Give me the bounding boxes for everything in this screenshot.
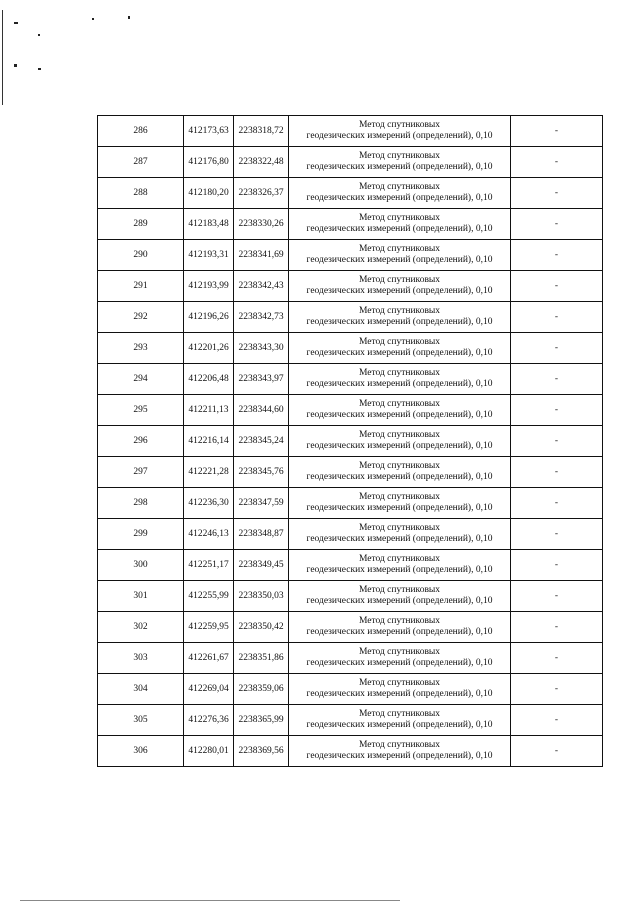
method-line-2: геодезических измерений (определений), 0,10 <box>306 658 493 668</box>
table-row <box>98 302 603 333</box>
point-number-cell: 298 <box>98 488 184 519</box>
method-cell <box>289 178 511 209</box>
point-number-cell: 295 <box>98 395 184 426</box>
y-coordinate-cell: 2238365,99 <box>234 705 289 736</box>
point-number-cell: 303 <box>98 643 184 674</box>
method-cell <box>289 612 511 643</box>
table-row <box>98 333 603 364</box>
table-row <box>98 271 603 302</box>
accuracy-cell: - <box>511 116 603 147</box>
accuracy-cell: - <box>511 147 603 178</box>
y-coordinate-cell: 2238342,73 <box>234 302 289 333</box>
x-coordinate-cell: 412193,99 <box>184 271 234 302</box>
point-number-cell: 288 <box>98 178 184 209</box>
y-coordinate-cell: 2238348,87 <box>234 519 289 550</box>
y-coordinate-cell: 2238349,45 <box>234 550 289 581</box>
y-coordinate-cell: 2238344,60 <box>234 395 289 426</box>
method-cell <box>289 705 511 736</box>
x-coordinate-cell: 412261,67 <box>184 643 234 674</box>
scan-speck <box>128 16 130 19</box>
point-number-cell: 300 <box>98 550 184 581</box>
point-number-cell: 291 <box>98 271 184 302</box>
coordinates-table-body <box>98 116 603 767</box>
method-line-2: геодезических измерений (определений), 0,10 <box>306 565 493 575</box>
point-number-cell: 289 <box>98 209 184 240</box>
table-row <box>98 643 603 674</box>
method-line-1: Метод спутниковых <box>358 740 441 750</box>
scan-speck <box>92 18 94 20</box>
accuracy-cell: - <box>511 674 603 705</box>
method-line-1: Метод спутниковых <box>358 399 441 409</box>
x-coordinate-cell: 412173,63 <box>184 116 234 147</box>
method-cell <box>289 519 511 550</box>
method-line-2: геодезических измерений (определений), 0,10 <box>306 472 493 482</box>
method-cell <box>289 209 511 240</box>
point-number-cell: 287 <box>98 147 184 178</box>
method-line-2: геодезических измерений (определений), 0,10 <box>306 410 493 420</box>
method-line-2: геодезических измерений (определений), 0,10 <box>306 379 493 389</box>
table-row <box>98 240 603 271</box>
method-line-1: Метод спутниковых <box>358 461 441 471</box>
x-coordinate-cell: 412280,01 <box>184 736 234 767</box>
method-cell <box>289 674 511 705</box>
x-coordinate-cell: 412276,36 <box>184 705 234 736</box>
method-line-1: Метод спутниковых <box>358 492 441 502</box>
x-coordinate-cell: 412216,14 <box>184 426 234 457</box>
method-line-1: Метод спутниковых <box>358 275 441 285</box>
y-coordinate-cell: 2238359,06 <box>234 674 289 705</box>
table-row <box>98 178 603 209</box>
x-coordinate-cell: 412251,17 <box>184 550 234 581</box>
table-row <box>98 705 603 736</box>
table-row <box>98 147 603 178</box>
method-line-1: Метод спутниковых <box>358 616 441 626</box>
table-row <box>98 209 603 240</box>
point-number-cell: 290 <box>98 240 184 271</box>
method-cell <box>289 116 511 147</box>
y-coordinate-cell: 2238351,86 <box>234 643 289 674</box>
accuracy-cell: - <box>511 736 603 767</box>
point-number-cell: 305 <box>98 705 184 736</box>
method-cell <box>289 550 511 581</box>
accuracy-cell: - <box>511 240 603 271</box>
point-number-cell: 301 <box>98 581 184 612</box>
y-coordinate-cell: 2238318,72 <box>234 116 289 147</box>
y-coordinate-cell: 2238343,30 <box>234 333 289 364</box>
point-number-cell: 296 <box>98 426 184 457</box>
point-number-cell: 286 <box>98 116 184 147</box>
method-line-1: Метод спутниковых <box>358 244 441 254</box>
table-row <box>98 426 603 457</box>
method-cell <box>289 364 511 395</box>
method-line-2: геодезических измерений (определений), 0,10 <box>306 441 493 451</box>
point-number-cell: 294 <box>98 364 184 395</box>
x-coordinate-cell: 412201,26 <box>184 333 234 364</box>
method-line-1: Метод спутниковых <box>358 306 441 316</box>
accuracy-cell: - <box>511 550 603 581</box>
table-row <box>98 488 603 519</box>
y-coordinate-cell: 2238322,48 <box>234 147 289 178</box>
method-line-2: геодезических измерений (определений), 0,10 <box>306 317 493 327</box>
x-coordinate-cell: 412221,28 <box>184 457 234 488</box>
y-coordinate-cell: 2238350,03 <box>234 581 289 612</box>
y-coordinate-cell: 2238343,97 <box>234 364 289 395</box>
accuracy-cell: - <box>511 364 603 395</box>
accuracy-cell: - <box>511 426 603 457</box>
x-coordinate-cell: 412196,26 <box>184 302 234 333</box>
accuracy-cell: - <box>511 705 603 736</box>
table-row <box>98 612 603 643</box>
y-coordinate-cell: 2238326,37 <box>234 178 289 209</box>
method-line-1: Метод спутниковых <box>358 337 441 347</box>
method-cell <box>289 643 511 674</box>
method-line-1: Метод спутниковых <box>358 709 441 719</box>
y-coordinate-cell: 2238345,24 <box>234 426 289 457</box>
method-cell <box>289 426 511 457</box>
method-cell <box>289 271 511 302</box>
method-cell <box>289 395 511 426</box>
accuracy-cell: - <box>511 333 603 364</box>
scan-speck <box>14 22 18 24</box>
accuracy-cell: - <box>511 488 603 519</box>
accuracy-cell: - <box>511 302 603 333</box>
method-line-2: геодезических измерений (определений), 0,10 <box>306 348 493 358</box>
method-cell <box>289 302 511 333</box>
method-line-2: геодезических измерений (определений), 0,10 <box>306 162 493 172</box>
y-coordinate-cell: 2238345,76 <box>234 457 289 488</box>
table-row <box>98 674 603 705</box>
point-number-cell: 306 <box>98 736 184 767</box>
table-row <box>98 457 603 488</box>
method-line-2: геодезических измерений (определений), 0,10 <box>306 286 493 296</box>
accuracy-cell: - <box>511 643 603 674</box>
x-coordinate-cell: 412193,31 <box>184 240 234 271</box>
method-line-1: Метод спутниковых <box>358 368 441 378</box>
x-coordinate-cell: 412206,48 <box>184 364 234 395</box>
method-line-1: Метод спутниковых <box>358 523 441 533</box>
method-cell <box>289 240 511 271</box>
method-line-2: геодезических измерений (определений), 0,10 <box>306 255 493 265</box>
scan-edge-line <box>2 10 3 105</box>
point-number-cell: 302 <box>98 612 184 643</box>
point-number-cell: 293 <box>98 333 184 364</box>
x-coordinate-cell: 412246,13 <box>184 519 234 550</box>
y-coordinate-cell: 2238330,26 <box>234 209 289 240</box>
method-line-2: геодезических измерений (определений), 0,10 <box>306 689 493 699</box>
accuracy-cell: - <box>511 612 603 643</box>
x-coordinate-cell: 412269,04 <box>184 674 234 705</box>
x-coordinate-cell: 412183,48 <box>184 209 234 240</box>
method-line-1: Метод спутниковых <box>358 151 441 161</box>
coordinates-table <box>97 115 603 767</box>
method-line-1: Метод спутниковых <box>358 647 441 657</box>
method-line-2: геодезических измерений (определений), 0,10 <box>306 193 493 203</box>
method-line-2: геодезических измерений (определений), 0,10 <box>306 720 493 730</box>
accuracy-cell: - <box>511 457 603 488</box>
y-coordinate-cell: 2238341,69 <box>234 240 289 271</box>
method-line-1: Метод спутниковых <box>358 554 441 564</box>
method-line-1: Метод спутниковых <box>358 213 441 223</box>
method-line-1: Метод спутниковых <box>358 182 441 192</box>
method-line-1: Метод спутниковых <box>358 678 441 688</box>
accuracy-cell: - <box>511 271 603 302</box>
scan-speck <box>14 64 17 67</box>
table-row <box>98 736 603 767</box>
method-line-2: геодезических измерений (определений), 0,10 <box>306 503 493 513</box>
scan-bottom-line <box>20 900 400 901</box>
table-row <box>98 364 603 395</box>
table-row <box>98 116 603 147</box>
accuracy-cell: - <box>511 395 603 426</box>
method-line-2: геодезических измерений (определений), 0,10 <box>306 627 493 637</box>
method-line-2: геодезических измерений (определений), 0,10 <box>306 751 493 761</box>
point-number-cell: 299 <box>98 519 184 550</box>
method-cell <box>289 457 511 488</box>
accuracy-cell: - <box>511 178 603 209</box>
x-coordinate-cell: 412236,30 <box>184 488 234 519</box>
accuracy-cell: - <box>511 519 603 550</box>
x-coordinate-cell: 412176,80 <box>184 147 234 178</box>
y-coordinate-cell: 2238342,43 <box>234 271 289 302</box>
table-row <box>98 519 603 550</box>
point-number-cell: 297 <box>98 457 184 488</box>
method-line-2: геодезических измерений (определений), 0,10 <box>306 224 493 234</box>
table-row <box>98 395 603 426</box>
point-number-cell: 292 <box>98 302 184 333</box>
method-line-1: Метод спутниковых <box>358 430 441 440</box>
method-line-2: геодезических измерений (определений), 0,10 <box>306 596 493 606</box>
scan-speck <box>38 34 40 36</box>
x-coordinate-cell: 412259,95 <box>184 612 234 643</box>
method-line-2: геодезических измерений (определений), 0,10 <box>306 131 493 141</box>
method-line-2: геодезических измерений (определений), 0,10 <box>306 534 493 544</box>
table-row <box>98 581 603 612</box>
method-cell <box>289 333 511 364</box>
method-cell <box>289 488 511 519</box>
method-line-1: Метод спутниковых <box>358 120 441 130</box>
method-cell <box>289 581 511 612</box>
y-coordinate-cell: 2238350,42 <box>234 612 289 643</box>
method-line-1: Метод спутниковых <box>358 585 441 595</box>
method-cell <box>289 147 511 178</box>
x-coordinate-cell: 412211,13 <box>184 395 234 426</box>
table-row <box>98 550 603 581</box>
y-coordinate-cell: 2238369,56 <box>234 736 289 767</box>
scan-speck <box>38 68 41 70</box>
point-number-cell: 304 <box>98 674 184 705</box>
x-coordinate-cell: 412180,20 <box>184 178 234 209</box>
x-coordinate-cell: 412255,99 <box>184 581 234 612</box>
accuracy-cell: - <box>511 581 603 612</box>
method-cell <box>289 736 511 767</box>
y-coordinate-cell: 2238347,59 <box>234 488 289 519</box>
accuracy-cell: - <box>511 209 603 240</box>
